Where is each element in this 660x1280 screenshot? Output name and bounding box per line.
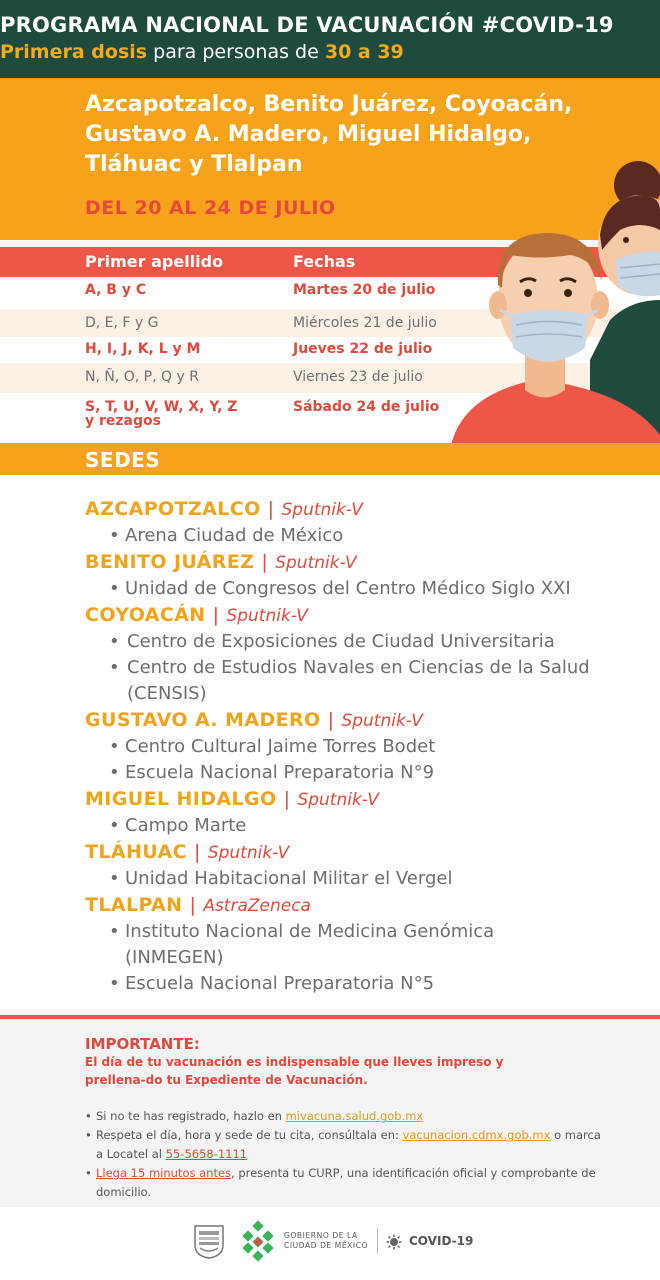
venue-item: • Unidad Habitacional Militar el Vergel (85, 866, 645, 892)
venue-item: • Centro Cultural Jaime Torres Bodet (85, 734, 645, 760)
borough-name: BENITO JUÁREZ (85, 551, 255, 573)
borough-heading: MIGUEL HIDALGO | Sputnik-V (85, 788, 379, 810)
borough-name: COYOACÁN (85, 604, 206, 626)
vaccine-name: Sputnik-V (281, 500, 363, 520)
program-subtitle (0, 41, 660, 63)
header-banner (0, 0, 660, 78)
surname-column-header: Primer apellido (85, 252, 224, 271)
borough-heading: COYOACÁN | Sputnik-V (85, 604, 308, 626)
row-date: Miércoles 21 de julio (293, 315, 437, 331)
row-date: Jueves 22 de julio (293, 341, 433, 357)
dates-column-header: Fechas (293, 252, 356, 271)
row-surnames: D, E, F y G (85, 315, 159, 331)
important-text: El día de tu vacunación es indispensable que lleves impreso y prellena-do tu Expediente de Vacunación. (85, 1055, 504, 1087)
age-range: 30 a 39 (324, 41, 404, 63)
vaccine-name: Sputnik-V (275, 553, 357, 573)
vaccine-name: AstraZeneca (203, 896, 311, 916)
important-title: IMPORTANTE: (85, 1035, 200, 1053)
row-surnames: N, Ñ, O, P, Q y R (85, 369, 199, 385)
row-surnames: S, T, U, V, W, X, Y, Z (85, 399, 238, 415)
registration-link[interactable]: mivacuna.salud.gob.mx (285, 1109, 424, 1123)
row-date: Martes 20 de julio (293, 282, 436, 298)
row-surnames: A, B y C (85, 282, 147, 298)
venue-item: • Escuela Nacional Preparatoria N°9 (85, 760, 645, 786)
arrive-early-text: Llega 15 minutos antes (96, 1166, 232, 1180)
note-item (85, 1164, 605, 1202)
venue-item: • Centro de Estudios Navales en Ciencias de la Salud (CENSIS) (85, 655, 605, 707)
row-surnames: H, I, J, K, L y M (85, 341, 201, 357)
row-date: Sábado 24 de julio (293, 399, 440, 415)
borough-heading: TLALPAN | AstraZeneca (85, 894, 311, 916)
vaccine-name: Sputnik-V (341, 711, 423, 731)
vaccine-name: Sputnik-V (226, 606, 308, 626)
borough-heading: TLÁHUAC | Sputnik-V (85, 841, 290, 863)
borough-name: MIGUEL HIDALGO (85, 788, 277, 810)
note-text: , presenta tu CURP, una identificación oficial y comprobante de domicilio. (96, 1166, 596, 1199)
borough-name: GUSTAVO A. MADERO (85, 709, 321, 731)
venues-list (85, 496, 645, 997)
cdmx-logo-icon (238, 1220, 278, 1262)
first-dose-label: Primera dosis (0, 41, 148, 63)
venue-item: • Unidad de Congresos del Centro Médico Siglo XXI (85, 576, 645, 602)
borough-heading: GUSTAVO A. MADERO | Sputnik-V (85, 709, 423, 731)
borough-heading: AZCAPOTZALCO | Sputnik-V (85, 498, 363, 520)
date-range: DEL 20 AL 24 DE JULIO (85, 197, 336, 219)
note-item (85, 1126, 605, 1164)
borough-name: TLÁHUAC (85, 841, 187, 863)
program-title: PROGRAMA NACIONAL DE VACUNACIÓN #COVID-19 (0, 13, 614, 37)
row-date: Viernes 23 de julio (293, 369, 423, 385)
coat-of-arms-icon (192, 1223, 226, 1259)
venue-item: • Escuela Nacional Preparatoria N°5 (85, 971, 645, 997)
subtitle-mid: para personas de (147, 41, 325, 63)
masked-people-illustration (440, 150, 660, 475)
row-surnames-extra: y rezagos (85, 413, 161, 429)
venue-item: • Campo Marte (85, 813, 645, 839)
borough-heading: BENITO JUÁREZ | Sputnik-V (85, 551, 357, 573)
sedes-heading: SEDES (85, 448, 161, 472)
locatel-phone-link[interactable]: 55-5658-1111 (165, 1147, 248, 1161)
boroughs-heading: Azcapotzalco, Benito Juárez, Coyoacán, Gustavo A. Madero, Miguel Hidalgo, Tláhuac y Tlalpan (85, 92, 573, 177)
note-text: Respeta el día, hora y sede de tu cita, consúltala en: (96, 1128, 403, 1142)
covid-label: COVID-19 (409, 1234, 474, 1248)
vaccine-name: Sputnik-V (297, 790, 379, 810)
venue-item: • Instituto Nacional de Medicina Genómica (INMEGEN) (85, 919, 525, 971)
government-line: GOBIERNO DE LA (284, 1231, 358, 1240)
note-item (85, 1107, 605, 1126)
virus-icon (386, 1234, 402, 1250)
venue-item: • Arena Ciudad de México (85, 523, 645, 549)
footer-divider (377, 1228, 378, 1254)
note-text: Si no te has registrado, hazlo en (96, 1109, 286, 1123)
note-text: o marca a Locatel al (96, 1128, 601, 1161)
venue-item: • Centro de Exposiciones de Ciudad Universitaria (85, 629, 645, 655)
notes-list (85, 1107, 605, 1202)
appointment-link[interactable]: vacunacion.cdmx.gob.mx (402, 1128, 551, 1142)
vaccine-name: Sputnik-V (207, 843, 290, 863)
government-name (284, 1231, 368, 1251)
borough-name: AZCAPOTZALCO (85, 498, 261, 520)
borough-name: TLALPAN (85, 894, 183, 916)
government-line: CIUDAD DE MÉXICO (284, 1241, 369, 1250)
